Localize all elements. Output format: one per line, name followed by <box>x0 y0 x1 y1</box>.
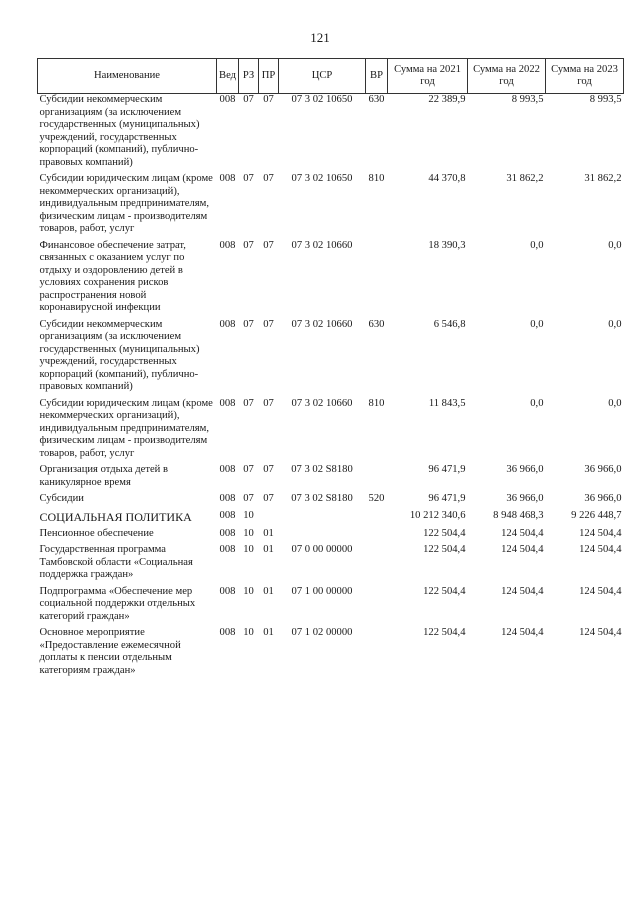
row-pr: 07 <box>263 318 274 330</box>
row-sum-2023: 124 504,4 <box>579 544 622 556</box>
row-sum-2022: 36 966,0 <box>506 464 544 475</box>
row-csr: 07 3 02 S8180 <box>291 464 353 475</box>
row-csr: 07 1 00 00000 <box>291 585 353 597</box>
row-rz: 07 <box>243 493 254 504</box>
row-pr: 07 <box>263 94 274 105</box>
row-name: Субсидии некоммерческим организациям (за исключением государственных (муниципальных) учреждений, государственных корпораций (компаний), публично-правовых компаний) <box>39 318 200 392</box>
row-sum-2023: 36 966,0 <box>584 493 622 504</box>
row-vr <box>366 510 388 528</box>
row-rz: 10 <box>243 527 254 539</box>
row-pr: 07 <box>263 464 274 475</box>
table-header-row <box>38 59 624 94</box>
row-pr: 07 <box>263 493 274 504</box>
row-name: Пенсионное обеспечение <box>39 527 154 539</box>
row-csr: 07 0 00 00000 <box>291 544 353 556</box>
row-sum-2023: 0,0 <box>608 239 622 251</box>
row-vr <box>366 544 388 586</box>
row-name: Субсидии юридическим лицам (кроме некоммерческих организаций), индивидуальным предпринимателям, физическим лицам - производителям товаров, работ, услуг <box>39 173 213 234</box>
row-vr <box>366 627 388 681</box>
row-sum-2022: 124 504,4 <box>501 527 544 539</box>
row-sum-2021: 122 504,4 <box>423 585 466 597</box>
row-vr: 630 <box>368 94 385 105</box>
row-csr <box>279 528 366 545</box>
row-vr: 810 <box>368 173 385 184</box>
row-vr: 810 <box>368 397 385 409</box>
row-rz: 07 <box>243 173 254 184</box>
row-name: Основное мероприятие «Предоставление ежемесячной доплаты к пенсии отдельным категориям граждан» <box>39 627 181 676</box>
row-csr <box>279 510 366 528</box>
row-vr <box>366 586 388 628</box>
row-pr <box>259 510 279 528</box>
row-ved: 008 <box>219 173 236 184</box>
table-row <box>38 173 624 240</box>
row-csr: 07 3 02 10660 <box>291 397 353 409</box>
row-pr: 07 <box>263 397 274 409</box>
row-sum-2021: 122 504,4 <box>423 527 466 539</box>
page-number: 121 <box>310 30 330 45</box>
row-sum-2023: 0,0 <box>608 318 622 330</box>
row-rz: 07 <box>243 397 254 409</box>
row-sum-2022: 124 504,4 <box>501 627 544 639</box>
row-sum-2022: 0,0 <box>530 397 544 409</box>
row-ved: 008 <box>219 585 236 597</box>
row-name: Подпрограмма «Обеспечение мер социальной поддержки отдельных категорий граждан» <box>39 585 196 622</box>
row-ved: 008 <box>219 94 236 105</box>
row-vr <box>366 528 388 545</box>
row-sum-2023: 124 504,4 <box>579 627 622 639</box>
row-ved: 008 <box>219 627 236 639</box>
row-rz: 10 <box>243 585 254 597</box>
table-row <box>38 464 624 493</box>
row-name: СОЦИАЛЬНАЯ ПОЛИТИКА <box>39 509 192 524</box>
header-vr: ВР <box>366 59 388 94</box>
row-pr: 01 <box>263 544 274 556</box>
row-csr: 07 3 02 10660 <box>291 239 353 251</box>
row-name: Субсидии некоммерческим организациям (за исключением государственных (муниципальных) учреждений, государственных корпораций (компаний), публично-правовых компаний) <box>39 94 200 168</box>
row-rz: 07 <box>243 464 254 475</box>
row-ved: 008 <box>219 509 236 521</box>
header-name: Наименование <box>38 59 217 94</box>
row-sum-2021: 96 471,9 <box>428 493 466 504</box>
row-name: Финансовое обеспечение затрат, связанных с оказанием услуг по отдыху и оздоровлению детей в условиях сохранения рисков распространения новой коронавирусной инфекции <box>39 239 186 313</box>
row-ved: 008 <box>219 239 236 251</box>
row-sum-2023: 36 966,0 <box>584 464 622 475</box>
row-sum-2021: 6 546,8 <box>433 318 466 330</box>
row-csr: 07 1 02 00000 <box>291 627 353 639</box>
row-vr: 630 <box>368 318 385 330</box>
row-pr: 07 <box>263 173 274 184</box>
table-row <box>38 240 624 319</box>
row-sum-2023: 31 862,2 <box>584 173 622 184</box>
row-sum-2023: 124 504,4 <box>579 585 622 597</box>
table-row <box>38 627 624 681</box>
row-csr: 07 3 02 10660 <box>291 318 353 330</box>
row-sum-2023: 8 993,5 <box>589 94 622 105</box>
row-sum-2022: 124 504,4 <box>501 544 544 556</box>
row-vr <box>366 464 388 493</box>
row-rz: 07 <box>243 94 254 105</box>
table-row <box>38 319 624 398</box>
row-name: Субсидии <box>39 493 84 504</box>
row-sum-2022: 0,0 <box>530 318 544 330</box>
row-ved: 008 <box>219 527 236 539</box>
row-pr: 01 <box>263 585 274 597</box>
row-sum-2023: 0,0 <box>608 397 622 409</box>
row-csr: 07 3 02 S8180 <box>291 493 353 504</box>
table-row <box>38 510 624 528</box>
header-pr: ПР <box>259 59 279 94</box>
row-sum-2022: 0,0 <box>530 239 544 251</box>
row-sum-2023: 124 504,4 <box>579 527 622 539</box>
header-ved: Вед <box>217 59 239 94</box>
table-row <box>38 94 624 174</box>
row-sum-2021: 11 843,5 <box>428 397 466 409</box>
row-sum-2022: 8 993,5 <box>511 94 544 105</box>
row-name: Государственная программа Тамбовской области «Социальная поддержка граждан» <box>39 544 193 581</box>
table-row <box>38 544 624 586</box>
table-row <box>38 398 624 465</box>
row-sum-2021: 96 471,9 <box>428 464 466 475</box>
row-sum-2021: 10 212 340,6 <box>409 509 466 521</box>
row-sum-2021: 122 504,4 <box>423 627 466 639</box>
row-pr: 01 <box>263 627 274 639</box>
row-sum-2021: 122 504,4 <box>423 544 466 556</box>
row-rz: 10 <box>243 627 254 639</box>
row-rz: 10 <box>243 544 254 556</box>
row-pr: 01 <box>263 527 274 539</box>
row-ved: 008 <box>219 318 236 330</box>
header-sum-2022: Сумма на 2022 год <box>468 59 546 94</box>
row-sum-2022: 8 948 468,3 <box>493 509 544 521</box>
row-sum-2021: 22 389,9 <box>428 94 466 105</box>
row-ved: 008 <box>219 464 236 475</box>
row-name: Организация отдыха детей в каникулярное время <box>39 464 168 488</box>
table-row <box>38 528 624 545</box>
header-sum-2023: Сумма на 2023 год <box>546 59 624 94</box>
row-ved: 008 <box>219 493 236 504</box>
row-pr: 07 <box>263 239 274 251</box>
row-csr: 07 3 02 10650 <box>291 94 353 105</box>
row-csr: 07 3 02 10650 <box>291 173 353 184</box>
row-ved: 008 <box>219 544 236 556</box>
row-ved: 008 <box>219 397 236 409</box>
row-rz: 07 <box>243 239 254 251</box>
row-vr <box>366 240 388 319</box>
header-csr: ЦСР <box>279 59 366 94</box>
row-vr: 520 <box>368 493 385 504</box>
row-sum-2021: 18 390,3 <box>428 239 466 251</box>
header-sum-2021: Сумма на 2021 год <box>388 59 468 94</box>
row-rz: 10 <box>243 509 254 521</box>
row-sum-2021: 44 370,8 <box>428 173 466 184</box>
budget-table <box>37 58 624 681</box>
header-rz: РЗ <box>239 59 259 94</box>
table-row <box>38 586 624 628</box>
row-name: Субсидии юридическим лицам (кроме некоммерческих организаций), индивидуальным предпринимателям, физическим лицам - производителям товаров, работ, услуг <box>39 397 213 459</box>
row-rz: 07 <box>243 318 254 330</box>
row-sum-2022: 124 504,4 <box>501 585 544 597</box>
row-sum-2023: 9 226 448,7 <box>571 509 622 521</box>
row-sum-2022: 31 862,2 <box>506 173 544 184</box>
row-sum-2022: 36 966,0 <box>506 493 544 504</box>
table-row <box>38 493 624 510</box>
